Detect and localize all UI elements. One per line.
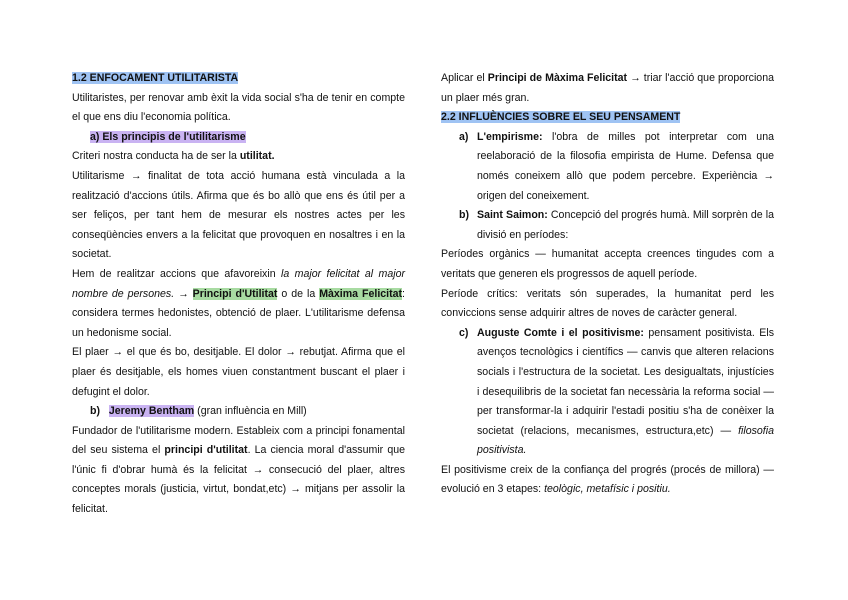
hem-paragraph: Hem de realitzar accions que afavoreixin la major felicitat al major nombre de persones. → Principi d'Utilitat o de la Màxima Felicitat: considera termes hedonistes, obtenció de plaer. L'utilitarisme defensa un hedonisme social. — [72, 267, 405, 339]
criteri-paragraph: Criteri nostra conducta ha de ser la utilitat. — [72, 150, 275, 163]
left-column — [72, 69, 405, 520]
list-item-saint-saimon: b) Saint Saimon: Concepció del progrés humà. Mill sorprèn de la divisió en períodes: — [459, 209, 774, 241]
periodes-organics-paragraph: Períodes orgànics — humanitat accepta creences tingudes com a veritats que generen els progressos de aquell període. — [441, 248, 774, 280]
list-item-comte: c) Auguste Comte i el positivisme: pensament positivista. Els avenços tecnològics i científics — canvis que alteren relacions socials i l'estructura de la societat. Les desigualtats, injustícies i desequilibris de la societat fan necessària la reforma social — per transformar-la i adquirir l'estadi positiu s'ha de conèixer la societat (relacions, mecanismes, estructura,etc) — filosofia positivista. — [459, 326, 775, 457]
fundador-paragraph: Fundador de l'utilitarisme modern. Estableix com a principi fonamental del seu sistema el principi d'utilitat. La ciencia moral d'assumir que l'únic fi d'obrar humà és la felicitat → consecució del plaer, altres conceptes morals (justicia, virtut, bondat,etc) → mitjans per assolir la felicitat. — [72, 424, 405, 516]
positivisme-paragraph: El positivisme creix de la confiança del progrés (procés de millora) — evolució en 3 etapes: teològic, metafísic i positiu. — [441, 463, 774, 496]
periode-critics-paragraph: Període crítics: veritats són superades, la humanitat perd les conviccions sense adquirir altres de noves de caràcter general. — [441, 287, 774, 320]
section-heading: 1.2 ENFOCAMENT UTILITARISTA — [72, 72, 239, 84]
subheading-a: a) Els principis de l'utilitarisme — [90, 130, 246, 143]
utilitarisme-paragraph: Utilitarisme → finalitat de tota acció humana està vinculada a la realització d'accions útils. Afirma que és bo allò que ens és útil per a ser feliços, per tant hem de mesurar els nostres actes per les conseqüències envers a la felicitat que provoquen en nosaltres i en la societat. — [72, 169, 405, 261]
section-heading-2: 2.2 INFLUÈNCIES SOBRE EL SEU PENSAMENT — [441, 111, 681, 124]
intro-paragraph: Utilitaristes, per renovar amb èxit la vida social s'ha de tenir en compte el que ens diu l'economia política. — [72, 91, 405, 124]
subheading-b: b) Jeremy Bentham (gran influència en Mill) — [90, 405, 307, 418]
aplicar-paragraph: Aplicar el Principi de Màxima Felicitat → triar l'acció que proporciona un plaer més gran. — [441, 72, 774, 104]
list-item-empirisme: a) L'empirisme: l'obra de milles pot interpretar com una reelaboració de la filosofia empirista de Hume. Defensa que només coneixem allò que podem percebre. Experiència → origen del coneixement. — [459, 130, 774, 202]
plaer-paragraph: El plaer → el que és bo, desitjable. El dolor → rebutjat. Afirma que el plaer és desitjable, els homes viuen constantment buscant el plaer i defugint el dolor. — [72, 346, 405, 398]
right-column — [441, 69, 774, 500]
